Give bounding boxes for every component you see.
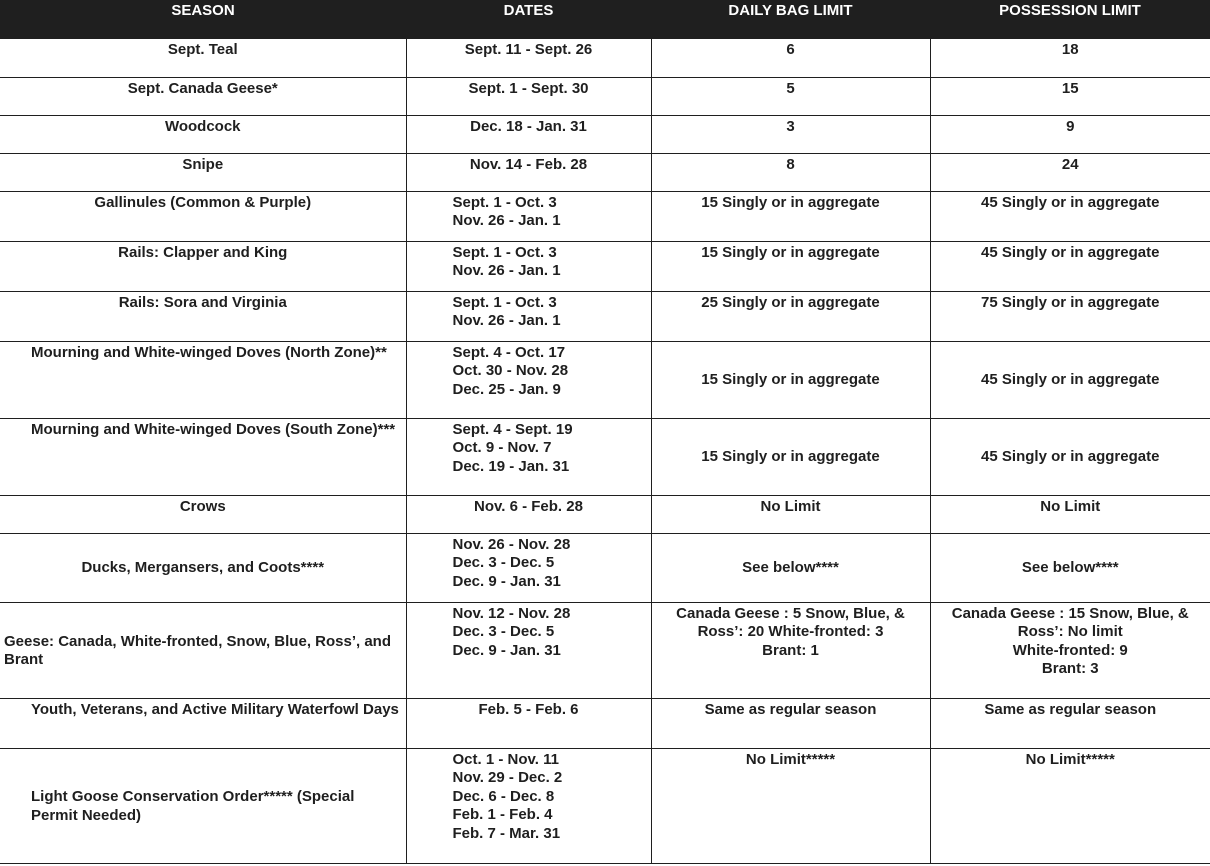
season-cell: Woodcock [0, 115, 406, 153]
possession-cell: No Limit***** [930, 748, 1210, 863]
possession-cell: See below**** [930, 533, 1210, 602]
season-cell: Snipe [0, 153, 406, 191]
table-row [0, 291, 1210, 341]
daily-bag-cell: No Limit [651, 495, 930, 533]
header-row [0, 0, 1210, 39]
season-cell: Mourning and White-winged Doves (South Zone)*** [0, 418, 406, 495]
daily-bag-cell: 25 Singly or in aggregate [651, 291, 930, 341]
table-row [0, 748, 1210, 863]
possession-cell: 45 Singly or in aggregate [930, 191, 1210, 241]
header-daily-bag-limit: DAILY BAG LIMIT [651, 0, 930, 39]
dates-cell: Oct. 1 - Nov. 11 Nov. 29 - Dec. 2 Dec. 6 - Dec. 8 Feb. 1 - Feb. 4 Feb. 7 - Mar. 31 [406, 748, 651, 863]
daily-bag-cell: 15 Singly or in aggregate [651, 191, 930, 241]
daily-bag-cell: 15 Singly or in aggregate [651, 418, 930, 495]
possession-cell: 75 Singly or in aggregate [930, 291, 1210, 341]
possession-cell: 18 [930, 39, 1210, 77]
daily-bag-cell: 5 [651, 77, 930, 115]
daily-bag-cell: Same as regular season [651, 698, 930, 748]
possession-cell: 9 [930, 115, 1210, 153]
season-cell: Sept. Teal [0, 39, 406, 77]
daily-bag-cell: No Limit***** [651, 748, 930, 863]
daily-bag-cell: 3 [651, 115, 930, 153]
dates-cell: Feb. 5 - Feb. 6 [406, 698, 651, 748]
header-possession-limit: POSSESSION LIMIT [930, 0, 1210, 39]
season-cell: Crows [0, 495, 406, 533]
table-row [0, 39, 1210, 77]
table-row [0, 191, 1210, 241]
season-cell: Youth, Veterans, and Active Military Waterfowl Days [0, 698, 406, 748]
possession-cell: No Limit [930, 495, 1210, 533]
table-body [0, 39, 1210, 863]
dates-cell: Sept. 4 - Oct. 17 Oct. 30 - Nov. 28 Dec. 25 - Jan. 9 [406, 341, 651, 418]
possession-cell: 45 Singly or in aggregate [930, 418, 1210, 495]
dates-cell: Sept. 1 - Oct. 3 Nov. 26 - Jan. 1 [406, 191, 651, 241]
season-cell: Sept. Canada Geese* [0, 77, 406, 115]
daily-bag-cell: 15 Singly or in aggregate [651, 241, 930, 291]
daily-bag-cell: Canada Geese : 5 Snow, Blue, & Ross’: 20 White-fronted: 3 Brant: 1 [651, 602, 930, 698]
table-row [0, 241, 1210, 291]
table-row [0, 533, 1210, 602]
dates-cell: Nov. 12 - Nov. 28 Dec. 3 - Dec. 5 Dec. 9 - Jan. 31 [406, 602, 651, 698]
table-row [0, 495, 1210, 533]
possession-cell: Same as regular season [930, 698, 1210, 748]
table-row [0, 115, 1210, 153]
daily-bag-cell: 6 [651, 39, 930, 77]
dates-cell: Nov. 14 - Feb. 28 [406, 153, 651, 191]
header-dates: DATES [406, 0, 651, 39]
daily-bag-cell: See below**** [651, 533, 930, 602]
dates-cell: Sept. 4 - Sept. 19 Oct. 9 - Nov. 7 Dec. 19 - Jan. 31 [406, 418, 651, 495]
table-row [0, 153, 1210, 191]
table-header [0, 0, 1210, 39]
table-row [0, 418, 1210, 495]
possession-cell: 45 Singly or in aggregate [930, 341, 1210, 418]
possession-cell: 15 [930, 77, 1210, 115]
season-cell: Mourning and White-winged Doves (North Zone)** [0, 341, 406, 418]
daily-bag-cell: 15 Singly or in aggregate [651, 341, 930, 418]
table-row [0, 341, 1210, 418]
dates-cell: Sept. 1 - Oct. 3 Nov. 26 - Jan. 1 [406, 291, 651, 341]
possession-cell: 45 Singly or in aggregate [930, 241, 1210, 291]
table-row [0, 77, 1210, 115]
daily-bag-cell: 8 [651, 153, 930, 191]
season-cell: Rails: Sora and Virginia [0, 291, 406, 341]
table-row [0, 602, 1210, 698]
table-row [0, 698, 1210, 748]
dates-cell: Sept. 1 - Sept. 30 [406, 77, 651, 115]
season-cell: Rails: Clapper and King [0, 241, 406, 291]
season-cell: Light Goose Conservation Order***** (Special Permit Needed) [0, 748, 406, 863]
header-season: SEASON [0, 0, 406, 39]
possession-cell: 24 [930, 153, 1210, 191]
dates-cell: Nov. 6 - Feb. 28 [406, 495, 651, 533]
dates-cell: Sept. 1 - Oct. 3 Nov. 26 - Jan. 1 [406, 241, 651, 291]
dates-cell: Sept. 11 - Sept. 26 [406, 39, 651, 77]
dates-cell: Dec. 18 - Jan. 31 [406, 115, 651, 153]
dates-cell: Nov. 26 - Nov. 28 Dec. 3 - Dec. 5 Dec. 9 - Jan. 31 [406, 533, 651, 602]
season-cell: Gallinules (Common & Purple) [0, 191, 406, 241]
season-cell: Ducks, Mergansers, and Coots**** [0, 533, 406, 602]
season-cell: Geese: Canada, White-fronted, Snow, Blue, Ross’, and Brant [0, 602, 406, 698]
possession-cell: Canada Geese : 15 Snow, Blue, & Ross’: No limit White-fronted: 9 Brant: 3 [930, 602, 1210, 698]
